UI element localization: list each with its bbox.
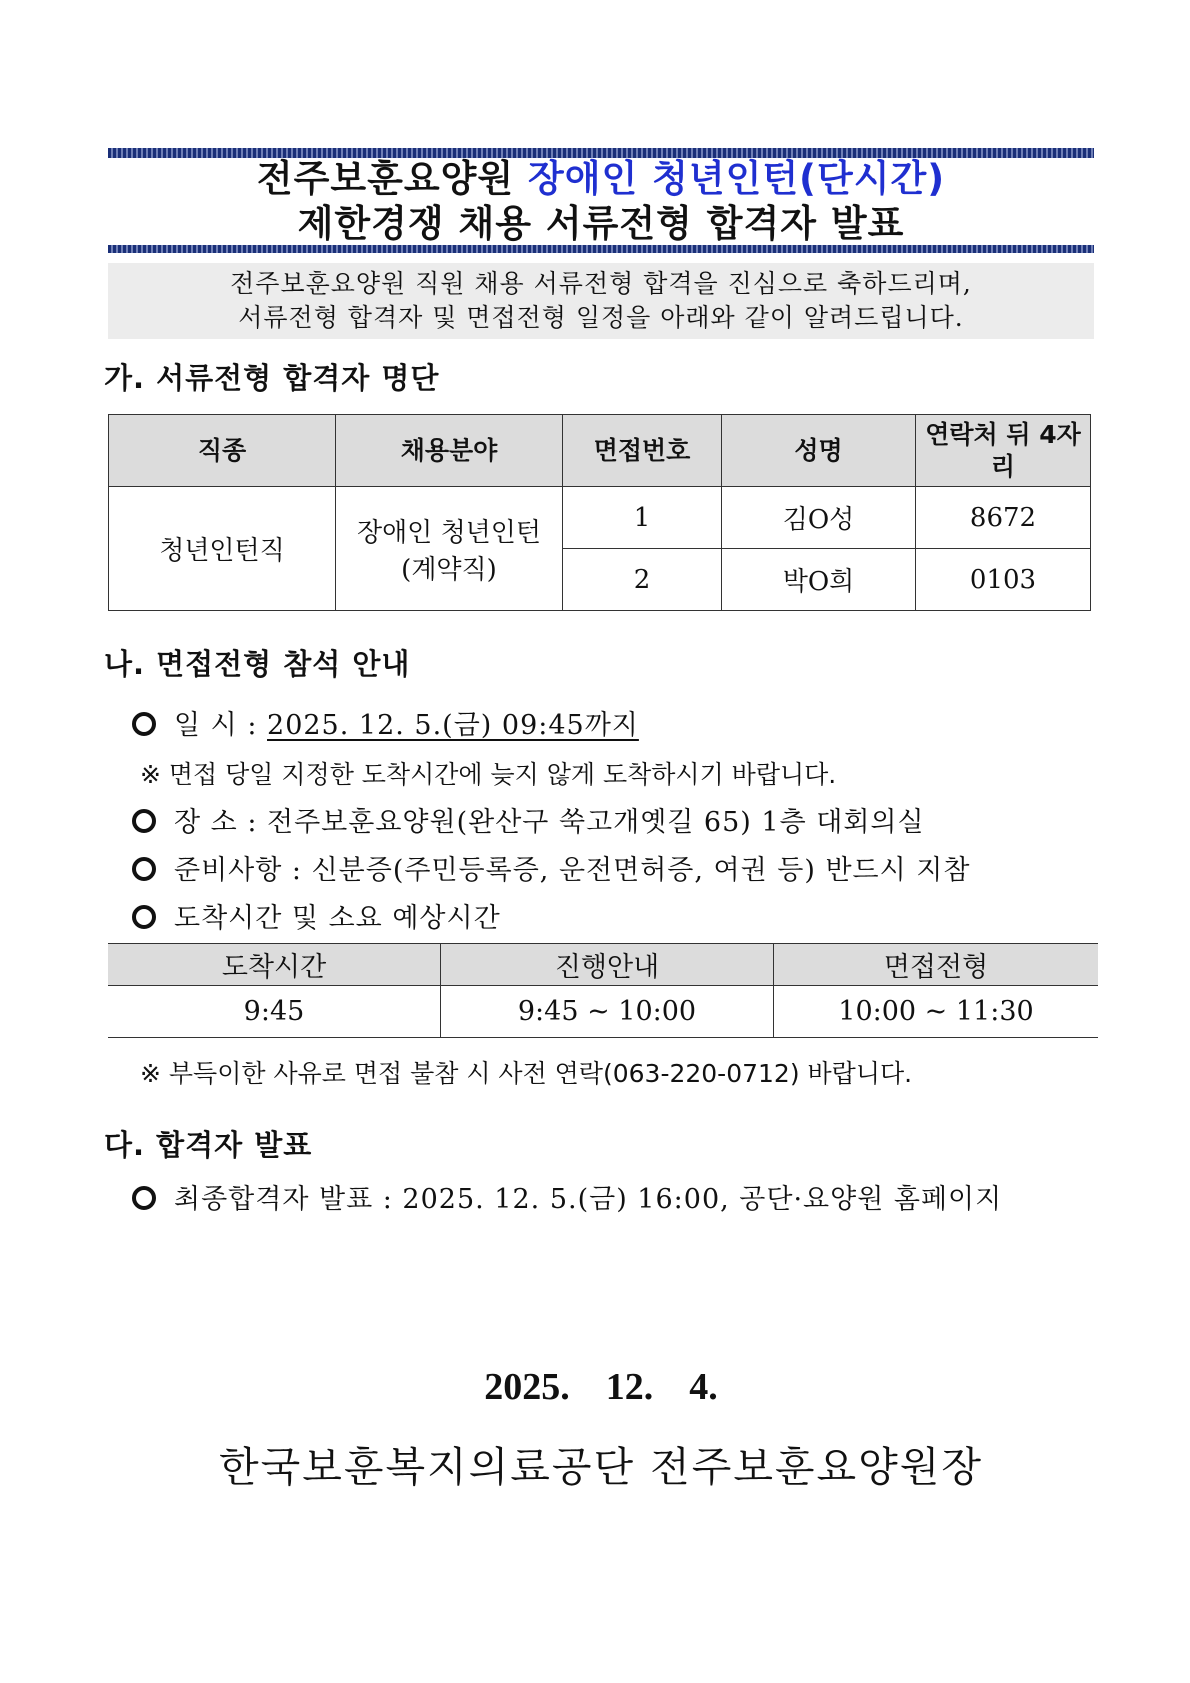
field-line1: 장애인 청년인턴 <box>356 517 542 548</box>
applicant-table <box>108 414 1091 611</box>
cell-field <box>336 487 563 611</box>
datetime-item <box>132 703 639 742</box>
cell-guide: 9:45 ~ 10:00 <box>441 986 774 1038</box>
datetime-label: 일 시 : <box>174 710 268 741</box>
col-interview: 면접전형 <box>774 944 1099 986</box>
cell-arrival: 9:45 <box>108 986 441 1038</box>
cell-name: 김O성 <box>722 487 916 549</box>
cell-phone: 8672 <box>916 487 1091 549</box>
section-a-heading: 가. 서류전형 합격자 명단 <box>104 361 440 395</box>
prep-text: 준비사항 : 신분증(주민등록증, 운전면허증, 여권 등) 반드시 지참 <box>174 855 971 886</box>
title-org: 전주보훈요양원 <box>256 157 515 200</box>
datetime-value: 2025. 12. 5.(금) 09:45까지 <box>267 710 639 741</box>
col-phone: 연락처 뒤 4자리 <box>916 415 1091 487</box>
table-row <box>108 986 1098 1038</box>
section-b-heading: 나. 면접전형 참석 안내 <box>104 647 411 681</box>
title-bottom-bar <box>108 245 1094 253</box>
cell-interview: 10:00 ~ 11:30 <box>774 986 1099 1038</box>
circle-bullet-icon <box>132 905 156 929</box>
cell-number: 1 <box>563 487 722 549</box>
date-year: 2025. <box>484 1366 570 1408</box>
prep-item <box>132 848 970 887</box>
intro-line2: 서류전형 합격자 및 면접전형 일정을 아래와 같이 알려드립니다. <box>238 303 964 332</box>
title-highlight: 장애인 청년인턴(단시간) <box>527 157 946 200</box>
date-month: 12. <box>605 1366 654 1408</box>
absence-note: ※ 부득이한 사유로 면접 불참 시 사전 연락(063-220-0712) 바랍니다. <box>140 1059 913 1088</box>
schedule-label: 도착시간 및 소요 예상시간 <box>174 903 501 934</box>
field-line2: (계약직) <box>401 554 497 585</box>
table-row <box>109 487 1091 549</box>
col-number: 면접번호 <box>563 415 722 487</box>
final-item <box>132 1177 1002 1216</box>
page-title-line2: 제한경쟁 채용 서류전형 합격자 발표 <box>297 202 905 245</box>
intro-box <box>108 263 1094 339</box>
intro-line1: 전주보훈요양원 직원 채용 서류전형 합격을 진심으로 축하드리며, <box>230 269 972 298</box>
arrival-note: ※ 면접 당일 지정한 도착시간에 늦지 않게 도착하시기 바랍니다. <box>140 760 837 789</box>
col-job-type: 직종 <box>109 415 336 487</box>
section-c-heading: 다. 합격자 발표 <box>104 1128 313 1162</box>
date-day: 4. <box>689 1366 718 1408</box>
circle-bullet-icon <box>132 809 156 833</box>
schedule-item <box>132 896 501 935</box>
cell-phone: 0103 <box>916 549 1091 611</box>
cell-number: 2 <box>563 549 722 611</box>
col-name: 성명 <box>722 415 916 487</box>
page-title-line1 <box>108 157 1094 201</box>
table-header-row <box>109 415 1091 487</box>
circle-bullet-icon <box>132 712 156 736</box>
final-text: 최종합격자 발표 : 2025. 12. 5.(금) 16:00, 공단·요양원 홈페이지 <box>174 1184 1003 1215</box>
signature: 한국보훈복지의료공단 전주보훈요양원장 <box>219 1443 983 1491</box>
place-text: 장 소 : 전주보훈요양원(완산구 쑥고개옛길 65) 1층 대회의실 <box>174 807 925 838</box>
schedule-header-row <box>108 944 1098 986</box>
cell-job-type: 청년인턴직 <box>109 487 336 611</box>
circle-bullet-icon <box>132 1186 156 1210</box>
place-item <box>132 800 925 839</box>
schedule-table <box>108 943 1098 1038</box>
col-guide: 진행안내 <box>441 944 774 986</box>
col-field: 채용분야 <box>336 415 563 487</box>
announcement-date <box>108 1365 1094 1409</box>
col-arrival: 도착시간 <box>108 944 441 986</box>
circle-bullet-icon <box>132 857 156 881</box>
cell-name: 박O희 <box>722 549 916 611</box>
